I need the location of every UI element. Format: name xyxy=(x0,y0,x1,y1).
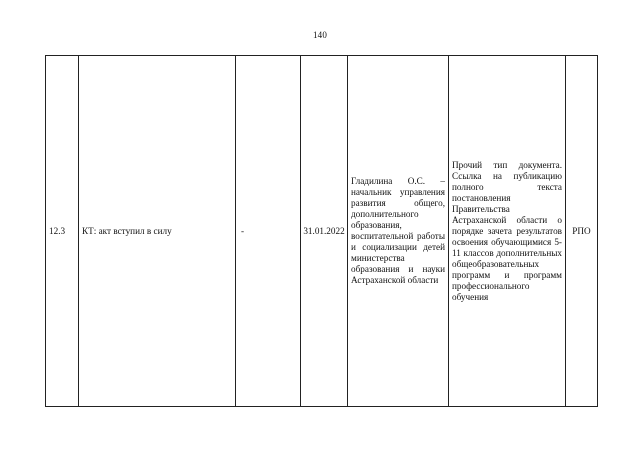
predecessor-cell: - xyxy=(236,56,301,407)
description-cell xyxy=(449,56,566,407)
date-cell: 31.01.2022 xyxy=(301,56,348,407)
document-type-cell: РПО xyxy=(566,56,598,407)
page-number: 140 xyxy=(312,30,328,40)
responsible-text: Гладилина О.С. – начальник управления развития общего, дополнительного образования, воспитательной работы и социализации детей министерства образования и науки Астраханской области xyxy=(351,176,445,285)
milestone-name-cell: КТ: акт вступил в силу xyxy=(79,56,236,407)
table-row xyxy=(46,56,598,407)
description-text: Прочий тип документа. Ссылка на публикацию полного текста постановления Правительства Астраханской области о порядке зачета результатов освоения обучающимися 5-11 классов дополнительных общеобразовательных программ и программ профессионального обучения xyxy=(452,159,562,302)
schedule-table xyxy=(45,55,598,407)
responsible-cell xyxy=(348,56,449,407)
row-number-cell: 12.3 xyxy=(46,56,79,407)
